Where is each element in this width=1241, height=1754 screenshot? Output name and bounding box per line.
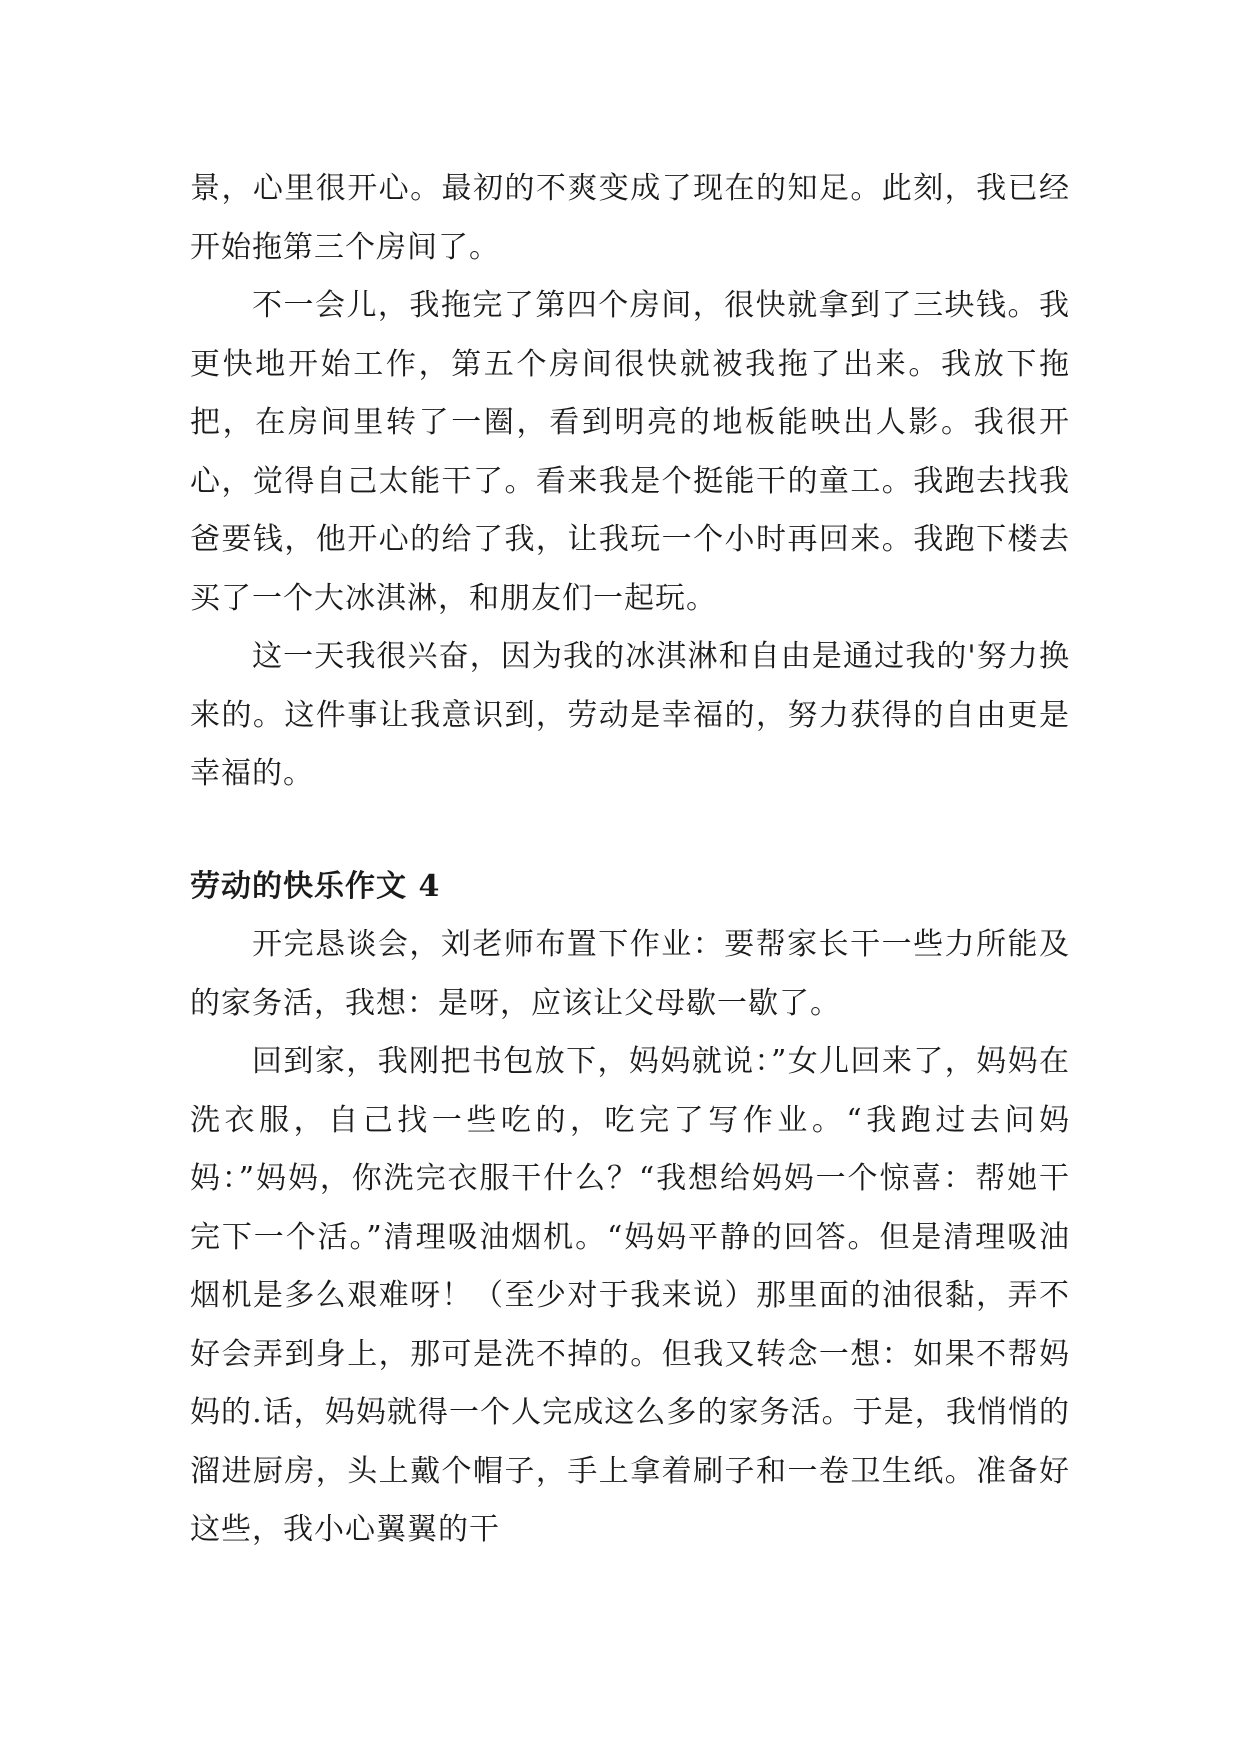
paragraph: 不一会儿，我拖完了第四个房间，很快就拿到了三块钱。我更快地开始工作，第五个房间很快就被我拖了出来。我放下拖把，在房间里转了一圈，看到明亮的地板能映出人影。我很开心，觉得自己太能干了。看来我是个挺能干的童工。我跑去找我爸要钱，他开心的给了我，让我玩一个小时再回来。我跑下楼去买了一个大冰淇淋，和朋友们一起玩。 bbox=[190, 288, 1070, 616]
section-spacer bbox=[190, 804, 1070, 858]
paragraph: 开完恳谈会，刘老师布置下作业：要帮家长干一些力所能及的家务活，我想：是呀，应该让父母歇一歇了。 bbox=[190, 927, 1070, 1021]
section-title: 劳动的快乐作文 4 bbox=[190, 868, 441, 904]
document-page bbox=[190, 160, 1070, 1560]
paragraph-continued: 景，心里很开心。最初的不爽变成了现在的知足。此刻，我已经开始拖第三个房间了。 bbox=[190, 171, 1070, 265]
paragraph: 回到家，我刚把书包放下，妈妈就说：”女儿回来了，妈妈在洗衣服，自己找一些吃的，吃完了写作业。“我跑过去问妈妈：”妈妈，你洗完衣服干什么？“我想给妈妈一个惊喜：帮她干完下一个活。”清理吸油烟机。“妈妈平静的回答。但是清理吸油烟机是多么艰难呀！（至少对于我来说）那里面的油很黏，弄不好会弄到身上，那可是洗不掉的。但我又转念一想：如果不帮妈妈的.话，妈妈就得一个人完成这么多的家务活。于是，我悄悄的溜进厨房，头上戴个帽子，手上拿着刷子和一卷卫生纸。准备好这些，我小心翼翼的干 bbox=[190, 1044, 1070, 1547]
paragraph: 这一天我很兴奋，因为我的冰淇淋和自由是通过我的'努力换来的。这件事让我意识到，劳动是幸福的，努力获得的自由更是幸福的。 bbox=[190, 639, 1070, 791]
